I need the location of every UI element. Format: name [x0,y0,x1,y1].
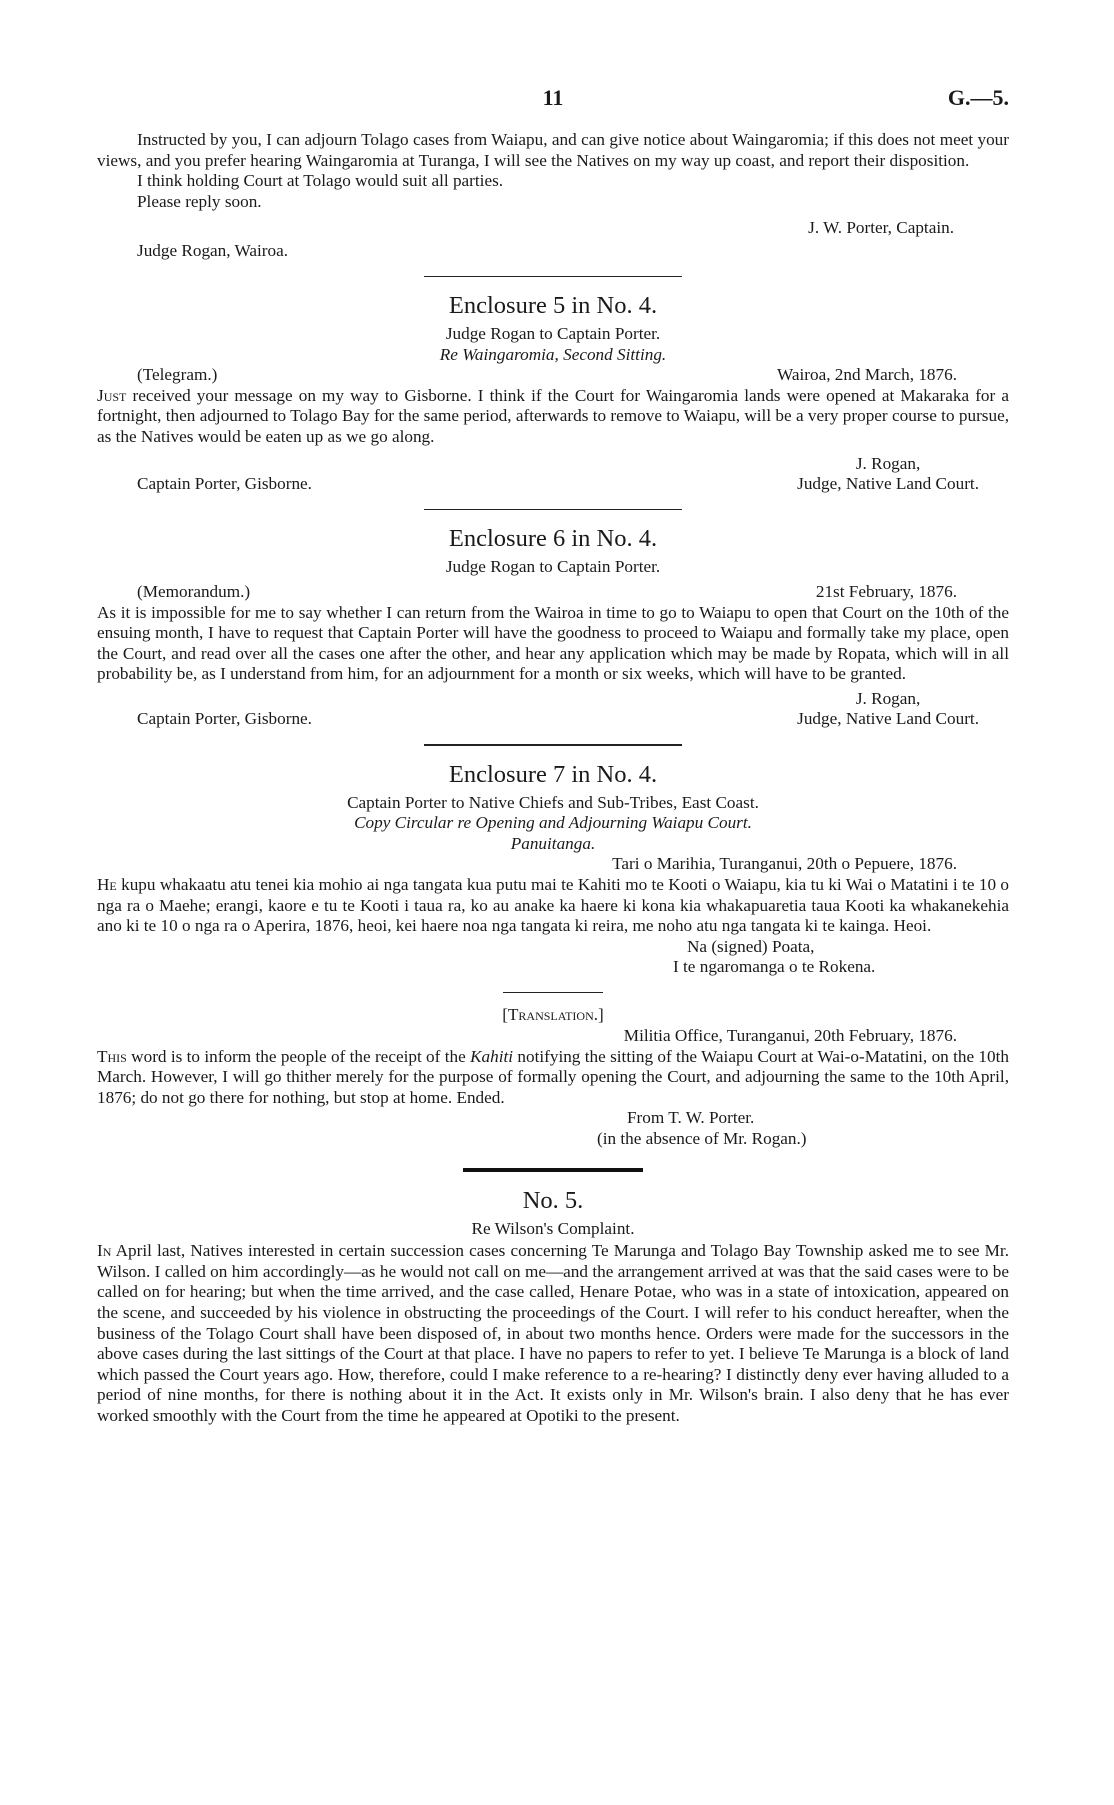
circular-heading: Panuitanga. [510,833,596,853]
enclosure-7 [97,760,1009,1150]
body-text: notifying the sitting of the Waiapu Court at Wai-o-Matatini, on the 10th March. However, I will go thither merely for the purpose of formally opening the Court, and adjourning the same to the 10th April, 1876; do not go there for nothing, but stop at home. Ended. [97,1046,1009,1107]
document-page [97,85,1009,1427]
section-divider [424,509,682,511]
document-type: (Telegram.) [137,365,218,385]
signed-office: I te ngaromanga o te Rokena. [673,957,876,977]
signature-title: Judge, Native Land Court. [797,474,979,494]
absence-line: (in the absence of Mr. Rogan.) [597,1128,807,1148]
document-type: (Memorandum.) [137,581,251,601]
signature-block [797,454,1009,495]
dateline [97,365,1009,386]
prev-signature: J. W. Porter, Captain. [808,218,954,238]
date: 21st February, 1876. [815,581,957,601]
body-text: April last, Natives interested in certain succession cases concerning Te Marunga and Tolago Bay Township asked me to see Mr. Wilson. I called on him accordingly—as he would not call on me—and the arrangement arrived at was that the said cases were to be called on for hearing; but when the time arrived, and the case called, Henare Potae, who was in a state of intoxication, appeared on the scene, and succeeded by his violence in obstructing the proceedings of the Court. I will refer to his conduct hereafter, when the business of the Tolago Court shall have been disposed of, in about two months hence. Orders were made for the successors in the above cases during the last sittings of the Court at that place. I have no papers to refer to yet. I believe Te Marunga is a block of land which passed the Court years ago. How, therefore, could I make reference to a re-hearing? I distinctly deny ever having alluded to a period of nine months, for there is nothing about it in the Act. It exists only in Mr. Wilson's brain. I also deny that he has ever worked smoothly with the Court from the time he appeared at Opotiki to the present. [97,1241,1009,1425]
signature-row [97,454,1009,495]
translation-place-date: Militia Office, Turanganui, 20th February, 1876. [623,1026,957,1045]
body-text: kupu whakaatu atu tenei kia mohio ai nga tangata kua putu mai te Kahiti mo te Kooti o Waiapu, kia tu ki Wai o Matatini i te 10 o nga ra o Maehe; erangi, kaore e tu te Kooti i taua ra, ko au anake ka haere ki kona kia whakapuaretia taua Kooti ka whakanekehia ano ki te 10 o nga ra o Aperira, 1876, heoi, kei haere noa nga tangata ki reira, me noho atu nga tangata ki te kainga. Heoi. [97,874,1009,936]
enclosure-from-to: Judge Rogan to Captain Porter. [445,557,661,577]
section-title: No. 5. [522,1186,584,1214]
signed-line: Na (signed) Poata, [687,936,815,956]
section-divider [424,744,682,746]
page-header [97,85,1009,130]
enclosure-subject: Re Waingaromia, Second Sitting. [439,344,667,364]
section-divider [424,276,682,278]
addressee: Captain Porter, Gisborne. [137,709,312,729]
enclosure-title: Enclosure 6 in No. 4. [448,525,658,553]
body-text: word is to inform the people of the receipt of the [126,1046,471,1066]
enclosure-from-to: Judge Rogan to Captain Porter. [445,324,661,344]
body-lead: This [97,1046,127,1066]
place-date: Wairoa, 2nd March, 1876. [777,365,957,385]
signature-name: J. Rogan, [855,453,921,473]
body-lead: Just [97,385,127,405]
heavy-divider [463,1168,643,1172]
translation-signature [97,1108,1009,1149]
kahiti-word: Kahiti [470,1046,514,1066]
section-divider [503,992,603,994]
section-body [97,1241,1009,1426]
signature-row [97,689,1009,730]
signature-block [797,689,1009,730]
from-line: From T. W. Porter. [627,1108,755,1128]
body-text: received your message on my way to Gisborne. I think if the Court for Waingaromia lands were opened at Makaraka for a fortnight, then adjourned to Tolago Bay for the same period, afterwards to remove to Waiapu, will be a very proper course to pursue, as the Natives would be eaten up as we go along. [97,385,1009,447]
translation-label: [Translation.] [502,1005,604,1025]
enclosure-subject: Copy Circular re Opening and Adjourning Waiapu Court. [354,813,752,833]
place-date: Tari o Marihia, Turanganui, 20th o Pepuere, 1876. [612,854,957,874]
translation-body [97,1047,1009,1109]
maori-body [97,875,1009,937]
enclosure-title: Enclosure 7 in No. 4. [448,760,658,788]
prev-paragraph: I think holding Court at Tolago would suit all parties. [137,171,504,191]
body-lead: He [97,874,117,894]
series-code: G.—5. [947,85,1009,110]
prev-paragraph: Instructed by you, I can adjourn Tolago cases from Waiapu, and can give notice about Waingaromia; if this does not meet your views, and you prefer hearing Waingaromia at Turanga, I will see the Natives on my way up coast, and report their disposition. [97,130,1009,170]
section-subject: Re Wilson's Complaint. [471,1218,635,1238]
prev-addressee: Judge Rogan, Wairoa. [137,240,289,260]
body-lead: In [97,1241,112,1261]
no-5 [97,1186,1009,1427]
enclosure-5 [97,291,1009,495]
maori-signature [97,937,1009,978]
enclosure-title: Enclosure 5 in No. 4. [448,292,658,320]
dateline [97,582,1009,603]
enclosure-body [97,386,1009,448]
enclosure-6 [97,524,1009,730]
signature-name: J. Rogan, [855,688,921,708]
prev-paragraph: Please reply soon. [137,191,262,211]
enclosure-body: As it is impossible for me to say whether I can return from the Wairoa in time to go to Waiapu to open that Court on the 10th of the ensuing month, I have to request that Captain Porter will have the goodness to proceed to Waiapu and formally take my place, open the Court, and read over all the cases one after the other, and hear any application which may be made by Ropata, which will in all probability be, as I understand from him, for an adjournment for a month or six weeks, which will have to be granted. [97,602,1009,684]
page-number: 11 [542,85,564,110]
enclosure-from-to: Captain Porter to Native Chiefs and Sub-Tribes, East Coast. [347,792,759,812]
addressee: Captain Porter, Gisborne. [137,474,312,494]
signature-title: Judge, Native Land Court. [797,709,979,729]
